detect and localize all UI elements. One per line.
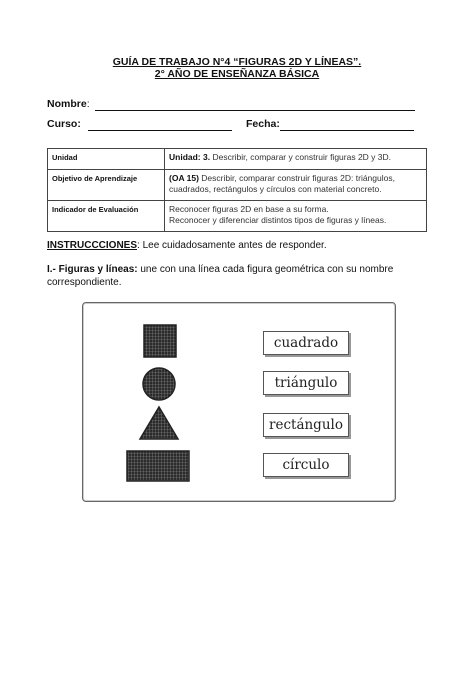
indicador-value: Reconocer figuras 2D en base a su forma. Reconocer y diferenciar distintos tipos de figuras y líneas.	[165, 201, 427, 232]
worksheet-title: GUÍA DE TRABAJO N°4 “FIGURAS 2D Y LÍNEAS”.	[112, 56, 362, 68]
triangle-shape[interactable]	[140, 407, 178, 439]
instructions: INSTRUCCCIONES: Lee cuidadosamente antes de responder.	[47, 240, 327, 251]
curso-field[interactable]	[88, 130, 232, 131]
indicador-label: Indicador de Evaluación	[48, 201, 165, 232]
nombre-field[interactable]	[95, 110, 415, 111]
fecha-label: Fecha:	[246, 118, 280, 130]
rectangle-shape[interactable]	[127, 451, 189, 481]
square-shape[interactable]	[144, 325, 176, 357]
unidad-value: Unidad: 3. Describir, comparar y construir figuras 2D y 3D.	[165, 149, 427, 170]
word-card-rectangulo[interactable]: rectángulo	[263, 413, 349, 437]
unidad-label: Unidad	[48, 149, 165, 170]
table-row-objetivo	[48, 170, 427, 201]
objetivo-label: Objetivo de Aprendizaje	[48, 170, 165, 201]
table-row-indicador	[48, 201, 427, 232]
info-table	[47, 148, 427, 232]
curso-label: Curso:	[47, 118, 81, 130]
worksheet-subtitle: 2° AÑO DE ENSEÑANZA BÁSICA	[154, 68, 320, 80]
circle-shape[interactable]	[143, 368, 175, 400]
word-card-cuadrado[interactable]: cuadrado	[263, 331, 349, 355]
matching-activity-panel	[82, 302, 396, 502]
section-1-prompt: I.- Figuras y líneas: une con una línea cada figura geométrica con su nombre correspondiente.	[47, 264, 394, 288]
nombre-label: Nombre:	[47, 98, 90, 110]
objetivo-value: (OA 15) Describir, comparar construir figuras 2D: triángulos, cuadrados, rectángulos y círculos con material concreto.	[165, 170, 427, 201]
word-card-triangulo[interactable]: triángulo	[263, 371, 349, 395]
table-row-unidad	[48, 149, 427, 170]
word-card-circulo[interactable]: círculo	[263, 453, 349, 477]
fecha-field[interactable]	[280, 130, 414, 131]
